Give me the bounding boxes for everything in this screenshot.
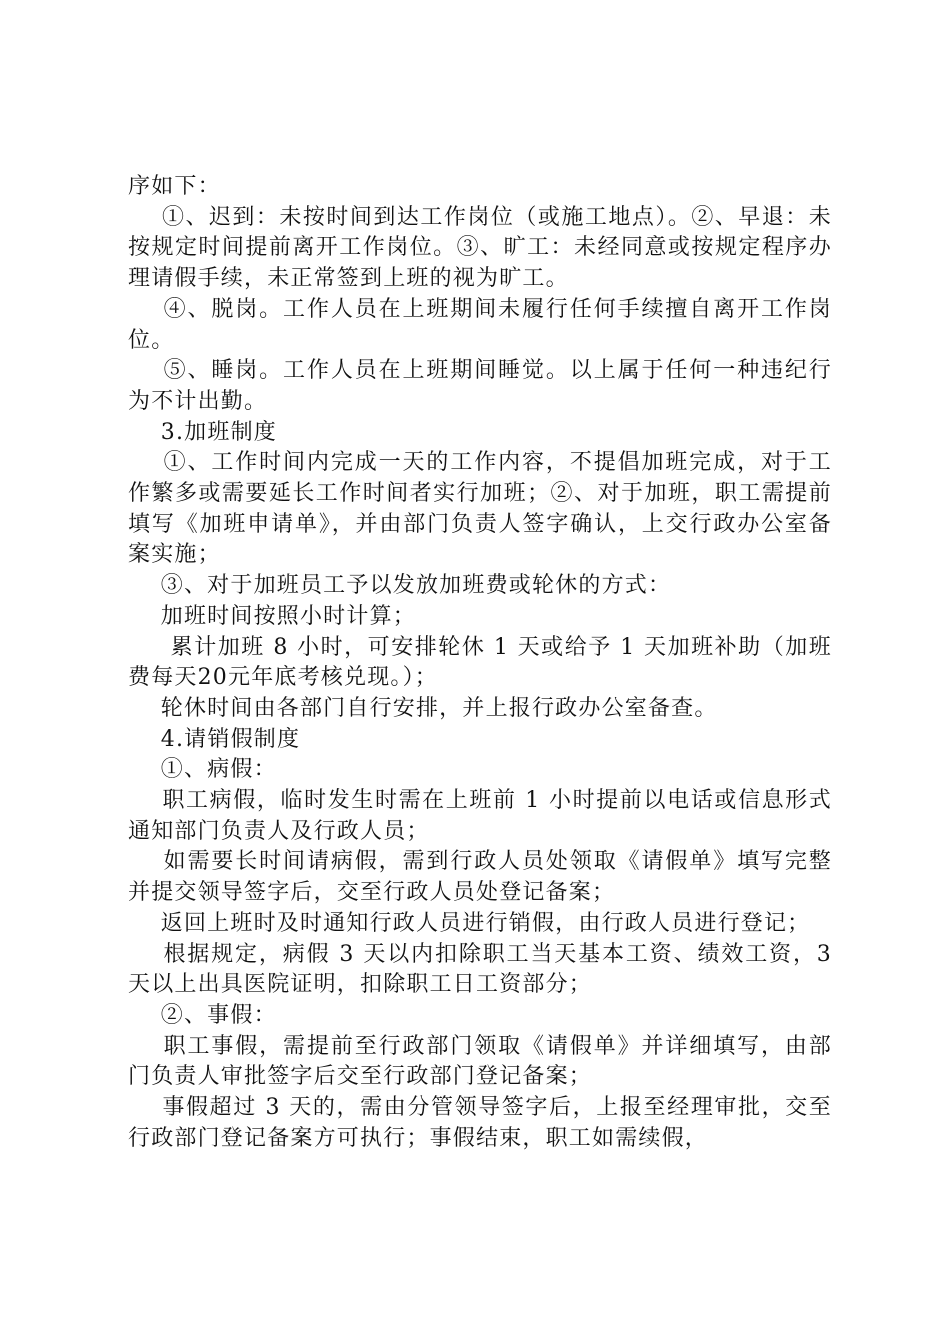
paragraph-7: 加班时间按照小时计算； [128, 603, 416, 629]
paragraph-12: 职工病假，临时发生时需在上班前 1 小时提前以电话或信息形式通知部门负责人及行政人员； [128, 788, 832, 844]
paragraph-2: ④、脱岗。工作人员在上班期间未履行任何手续擅自离开工作岗位。 [128, 296, 832, 353]
paragraph-14: 返回上班时及时通知行政人员进行销假，由行政人员进行登记； [128, 910, 811, 936]
paragraph-9: 轮休时间由各部门自行安排，并上报行政办公室备查。 [128, 695, 718, 721]
paragraph-11: ①、病假： [128, 757, 277, 783]
paragraph-16: ②、事假： [128, 1002, 277, 1028]
paragraph-13: 如需要长时间请病假，需到行政人员处领取《请假单》填写完整并提交领导签字后，交至行政人员处登记备案； [128, 849, 832, 906]
section-heading-leave: 4.请销假制度 [128, 726, 301, 752]
paragraph-3: ⑤、睡岗。工作人员在上班期间睡觉。以上属于任何一种违纪行为不计出勤。 [128, 358, 832, 414]
paragraph-5: ①、工作时间内完成一天的工作内容，不提倡加班完成，对于工作繁多或需要延长工作时间者实行加班；②、对于加班，职工需提前填写《加班申请单》，并由部门负责人签字确认，上交行政办公室备案实施； [128, 450, 832, 568]
section-heading-overtime: 3.加班制度 [128, 419, 277, 445]
paragraph-18: 事假超过 3 天的，需由分管领导签字后，上报至经理审批，交至行政部门登记备案方可执行；事假结束，职工如需续假， [128, 1095, 832, 1151]
document-body [128, 172, 841, 1155]
paragraph-17: 职工事假，需提前至行政部门领取《请假单》并详细填写，由部门负责人审批签字后交至行政部门登记备案； [128, 1033, 832, 1090]
paragraph-0: 序如下： [128, 174, 221, 199]
paragraph-8: 累计加班 8 小时，可安排轮休 1 天或给予 1 天加班补助（加班费每天20元年底考核兑现。）； [128, 634, 832, 691]
paragraph-1: ①、迟到：未按时间到达工作岗位（或施工地点）。②、早退：未按规定时间提前离开工作岗位。③、旷工：未经同意或按规定程序办理请假手续，未正常签到上班的视为旷工。 [128, 204, 832, 292]
paragraph-15: 根据规定，病假 3 天以内扣除职工当天基本工资、绩效工资，3 天以上出具医院证明，扣除职工日工资部分； [128, 941, 841, 998]
paragraph-6: ③、对于加班员工予以发放加班费或轮休的方式： [128, 573, 672, 599]
